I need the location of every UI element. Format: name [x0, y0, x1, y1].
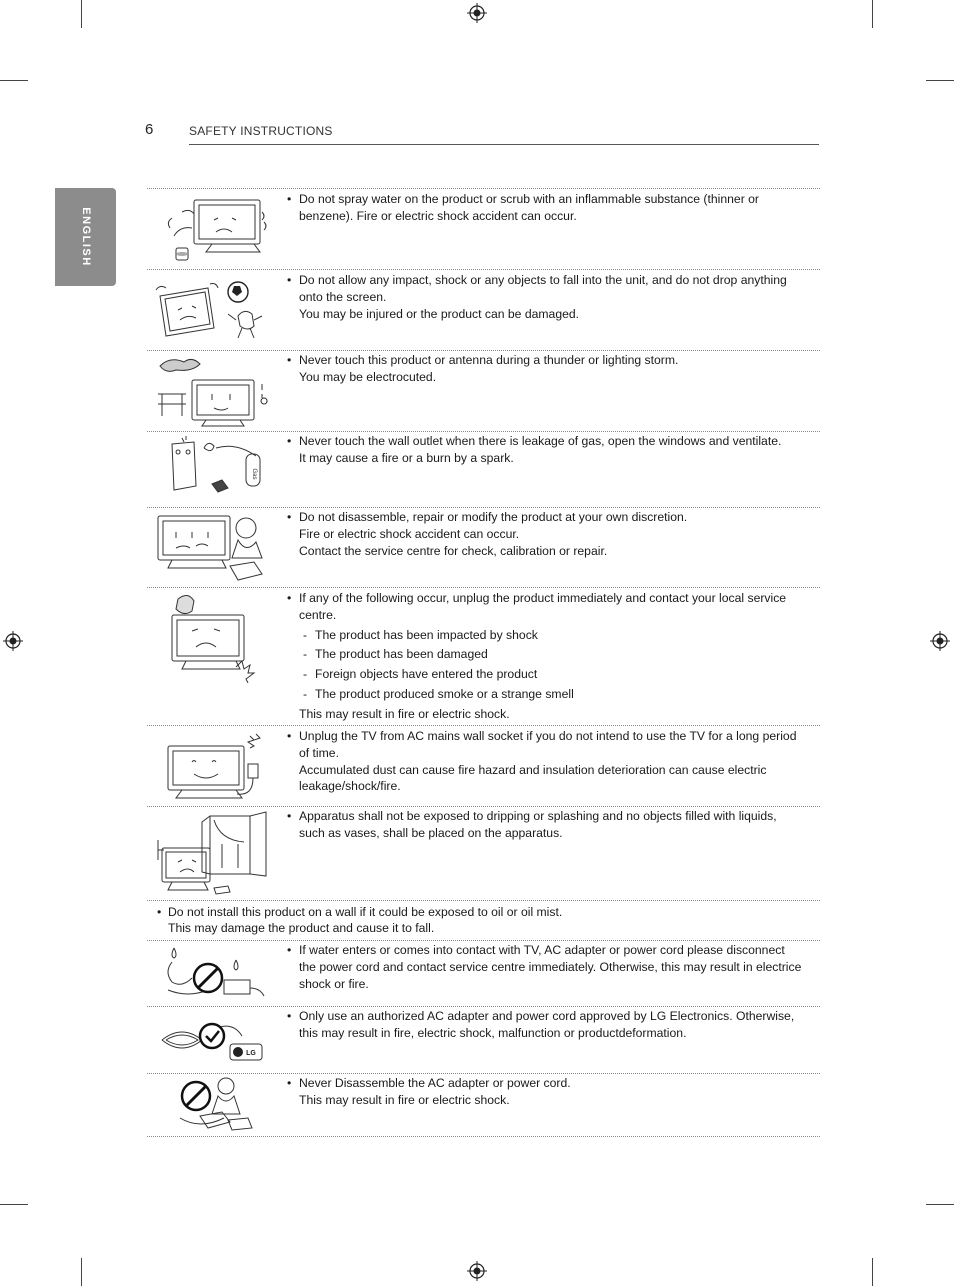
item-line: Only use an authorized AC adapter and power cord approved by LG Electronics. Otherwise,: [299, 1009, 795, 1023]
item-line: onto the screen.: [299, 289, 387, 304]
bullet: •: [287, 353, 292, 367]
sub-item: [303, 627, 817, 644]
thunderstorm-illustration: [152, 354, 272, 428]
crop-mark: [872, 0, 873, 28]
item-line: Never touch this product or antenna during a thunder or lighting storm.: [299, 353, 679, 367]
dash: -: [303, 627, 308, 642]
bullet: •: [287, 943, 292, 957]
item-line: such as vases, shall be placed on the apparatus.: [299, 825, 563, 840]
item-line: Fire or electric shock accident can occur.: [299, 526, 520, 541]
language-tab: [55, 188, 116, 286]
sub-item-text: Foreign objects have entered the product: [315, 667, 538, 682]
bullet: •: [287, 510, 292, 524]
item-line: Contact the service centre for check, calibration or repair.: [299, 543, 608, 558]
crop-mark: [0, 80, 28, 81]
item-closing: This may result in fire or electric shock.: [299, 706, 510, 721]
bullet: •: [287, 273, 292, 287]
bullet: •: [287, 809, 292, 823]
no-disassemble-adapter-illustration: [152, 1076, 272, 1134]
row-separator: [147, 900, 820, 901]
item-line: Apparatus shall not be exposed to dripping or splashing and no objects filled with liquids,: [299, 809, 777, 823]
sub-item: [303, 646, 817, 663]
registration-mark-icon: [3, 631, 23, 651]
safety-item: [287, 433, 817, 467]
item-line: Never Disassemble the AC adapter or power cord.: [299, 1076, 571, 1090]
gas-label: Gas: [251, 468, 257, 480]
water-cord-prohibited-illustration: [152, 944, 272, 1004]
language-tab-label: ENGLISH: [79, 207, 92, 267]
dash: -: [303, 686, 308, 701]
safety-item: [287, 728, 817, 795]
registration-mark-icon: [467, 3, 487, 23]
safety-item: [287, 942, 817, 992]
approved-adapter-illustration: [152, 1010, 272, 1070]
bullet: •: [287, 192, 292, 206]
safety-item: [287, 352, 817, 386]
bullet: •: [287, 1009, 292, 1023]
item-line: Do not allow any impact, shock or any objects to fall into the unit, and do not drop anything: [299, 273, 787, 287]
row-separator: [147, 725, 820, 726]
sub-item: [303, 686, 817, 703]
item-line: Never touch the wall outlet when there is leakage of gas, open the windows and ventilate.: [299, 434, 782, 448]
row-separator: [147, 507, 820, 508]
row-separator: [147, 431, 820, 432]
item-line: It may cause a fire or a burn by a spark.: [299, 450, 514, 465]
item-line: You may be injured or the product can be damaged.: [299, 306, 580, 321]
row-separator: [147, 806, 820, 807]
safety-item: [287, 272, 817, 322]
row-separator: [147, 940, 820, 941]
safety-item: [287, 1075, 817, 1109]
sub-item: [303, 666, 817, 683]
damage-smoke-illustration: [152, 591, 272, 683]
row-separator: [147, 269, 820, 270]
safety-item: [287, 1008, 817, 1042]
sub-item-text: The product has been impacted by shock: [315, 627, 538, 642]
disassemble-illustration: [152, 510, 272, 584]
crop-mark: [926, 1204, 954, 1205]
row-separator: [147, 188, 820, 189]
sub-item-text: The product produced smoke or a strange smell: [315, 686, 574, 701]
page-number: 6: [145, 121, 154, 138]
crop-mark: [81, 0, 82, 28]
item-line: the power cord and contact service centre immediately. Otherwise, this may result in electrice: [299, 959, 802, 974]
item-line: You may be electrocuted.: [299, 369, 437, 384]
crop-mark: [81, 1258, 82, 1286]
registration-mark-icon: [467, 1261, 487, 1281]
bullet: •: [287, 1076, 292, 1090]
safety-item: [287, 191, 817, 225]
bullet: •: [157, 905, 162, 919]
bullet: •: [287, 591, 292, 605]
unplug-tv-illustration: [152, 730, 272, 802]
item-line: shock or fire.: [299, 976, 369, 991]
wall-warning: [157, 904, 817, 936]
crop-mark: [872, 1258, 873, 1286]
header-rule: [189, 144, 819, 145]
row-separator: [147, 350, 820, 351]
item-line: this may result in fire, electric shock, malfunction or productdeformation.: [299, 1025, 687, 1040]
safety-item: [287, 808, 817, 842]
item-line: Do not spray water on the product or scrub with an inflammable substance (thinner or: [299, 192, 759, 206]
item-line: Do not install this product on a wall if it could be exposed to oil or oil mist.: [168, 905, 563, 919]
bullet: •: [287, 729, 292, 743]
impact-ball-illustration: [152, 276, 272, 344]
item-line: Do not disassemble, repair or modify the product at your own discretion.: [299, 510, 688, 524]
item-line: centre.: [299, 607, 337, 622]
item-line: Unplug the TV from AC mains wall socket if you do not intend to use the TV for a long period: [299, 729, 797, 743]
bullet: •: [287, 434, 292, 448]
crop-mark: [926, 80, 954, 81]
item-line: If any of the following occur, unplug the product immediately and contact your local service: [299, 591, 787, 605]
dash: -: [303, 667, 308, 682]
row-separator: [147, 1136, 820, 1137]
item-line: benzene). Fire or electric shock accident can occur.: [299, 208, 577, 223]
crop-mark: [0, 1204, 28, 1205]
row-separator: [147, 1073, 820, 1074]
gas-leak-illustration: [152, 434, 272, 504]
spray-water-illustration: [152, 192, 272, 266]
safety-item: [287, 509, 817, 559]
row-separator: [147, 1006, 820, 1007]
item-line: leakage/shock/fire.: [299, 779, 401, 794]
lg-label: LG: [246, 1050, 256, 1057]
dash: -: [303, 647, 308, 662]
item-line: of time.: [299, 745, 339, 760]
item-line: This may damage the product and cause it to fall.: [168, 921, 435, 935]
item-line: Accumulated dust can cause fire hazard and insulation deterioration can cause electric: [299, 762, 767, 777]
registration-mark-icon: [930, 631, 950, 651]
dripping-window-illustration: [152, 810, 272, 898]
item-line: This may result in fire or electric shock.: [299, 1092, 510, 1107]
safety-item: [287, 590, 817, 723]
item-line: If water enters or comes into contact with TV, AC adapter or power cord please disconnect: [299, 943, 785, 957]
row-separator: [147, 587, 820, 588]
sub-item-text: The product has been damaged: [315, 647, 488, 662]
section-title: SAFETY INSTRUCTIONS: [189, 124, 333, 138]
